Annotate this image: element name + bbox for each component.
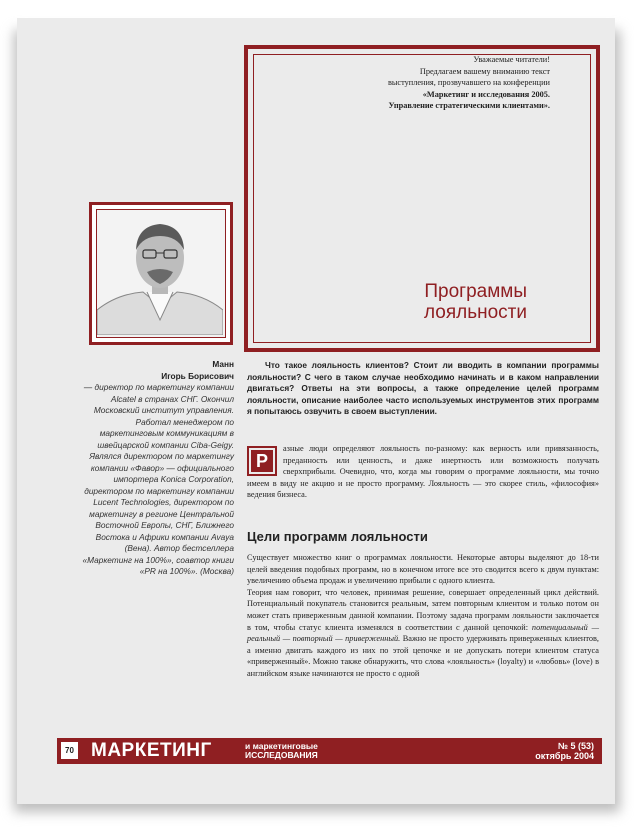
author-photo-frame xyxy=(89,202,233,345)
paragraph: Теория нам говорит, что человек, принимая решение, совершает определенный цикл действий. Потенциальный покупатель становится реальным, затем повторным клиентом и только потом он может стать приверженным данной компании. Поэтому задача программ лояльности заключается в том, чтобы статус клиента изменялся в соответствии с данной цепочкой: потенциальный — реальный — повторный — приверженный. Важно не просто удерживать приверженных клиентов, а именно двигать каждого из них по этой цепочке и не допускать потери клиентом статуса «приверженный». Можно также обнаружить, что слова «лояльность» (loyalty) и «любовь» (love) в английском языке начинаются не просто с одной xyxy=(247,587,599,678)
magazine-logo: МАРКЕТИНГ xyxy=(91,740,212,761)
paragraph: азные люди определяют лояльность по-разному: как верность или привязанность, преданность или ценность, и даже инертность или возможность получать сверхприбыли. Очевидно, что, когда мы говорим о программе лояльности, мы точно имеем в виду не акцию и не просто программу. Лояльность — это скорее стиль, «философия» ведения бизнеса. xyxy=(247,444,599,500)
issue-info: № 5 (53) октябрь 2004 xyxy=(535,741,594,761)
editor-note-line: Предлагаем вашему вниманию текст xyxy=(419,66,550,76)
magazine-logo-sub: и маркетинговые ИССЛЕДОВАНИЯ xyxy=(245,741,318,760)
author-surname: Манн xyxy=(212,359,234,369)
author-block xyxy=(77,359,234,578)
article-lead: Что такое лояльность клиентов? Стоит ли вводить в компании программы лояльности? С чего в таком случае необходимо начинать и в каком направлении двигаться? Ответы на эти вопросы, а также определение целей программ лояльности, описание наиболее часто используемых инструментов этих программ я попытаюсь озвучить в своем выступлении. xyxy=(247,360,599,417)
editor-note-line: Уважаемые читатели! xyxy=(473,55,550,64)
paragraph: Существует множество книг о программах лояльности. Некоторые авторы выделяют до 18-ти целей введения подобных программ, но в конечном итоге все это сводится всего к двум пунктам: увеличению объема продаж и увеличению прибыли с одного клиента. xyxy=(247,553,599,586)
editor-note-line: выступления, прозвучавшего на конференции xyxy=(387,78,550,88)
section-heading: Цели программ лояльности xyxy=(247,529,428,544)
author-name: Игорь Борисович xyxy=(161,370,234,381)
footer-bar xyxy=(57,738,602,764)
editor-note xyxy=(282,54,550,112)
magazine-page xyxy=(17,18,615,804)
editor-note-line: Управление стратегическими клиентами». xyxy=(388,101,550,111)
author-photo xyxy=(96,209,226,338)
author-bio: — директор по маркетингу компании Alcatel в странах СНГ. Окончил Московский институт управления. Работал менеджером по маркетинговым коммуникациям в швейцарской компании Ciba-Geigy. Являлся директором по маркетингу компании «Фавор» — официального импортера Konica Corporation, директором по маркетингу компании Lucent Technologies, директором по маркетингу в регионе Центральной Восточной Европы, СНГ, Ближнего Востока и Африки компании Avaya (Вена). Автор бестселлера «Маркетинг на 100%», соавтор книги «PR на 100%». (Москва) xyxy=(82,382,234,576)
section-body xyxy=(247,552,599,680)
article-title: Программы лояльности xyxy=(423,281,527,323)
editor-note-line: «Маркетинг и исследования 2005. xyxy=(422,89,550,99)
dropcap: Р xyxy=(247,446,277,476)
page-number: 70 xyxy=(60,741,79,760)
